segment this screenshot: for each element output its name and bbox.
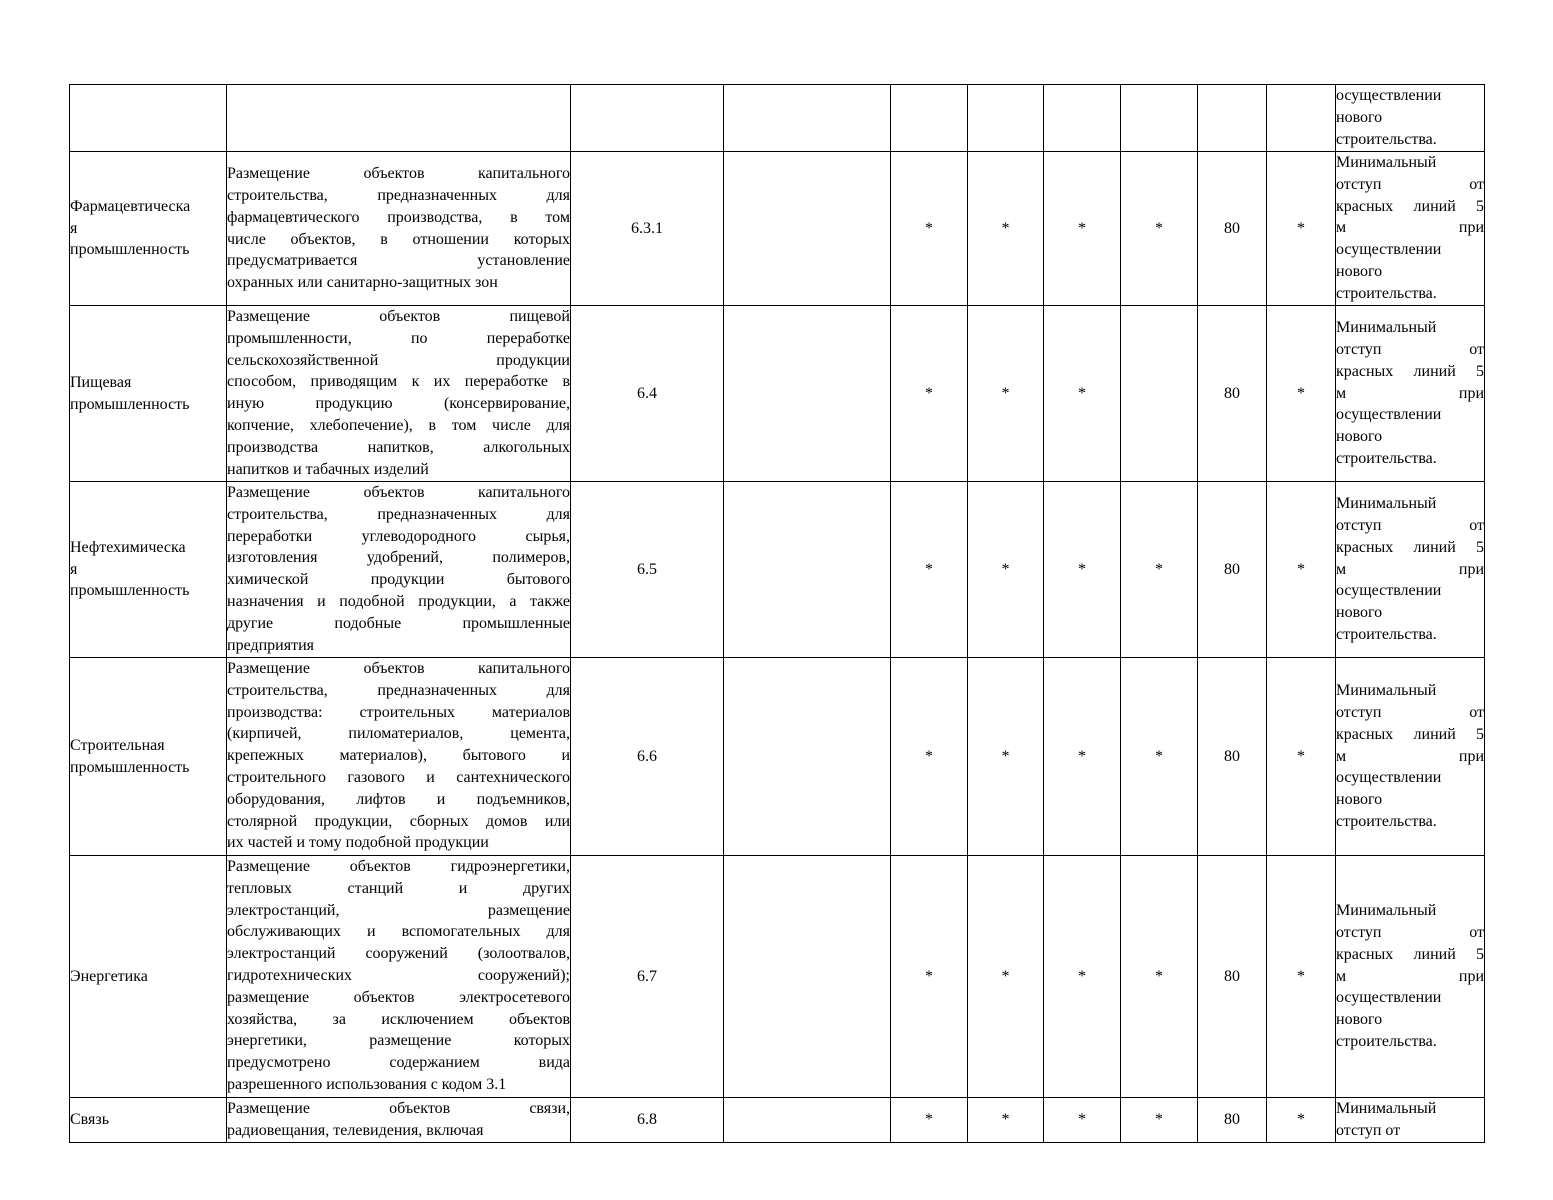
mark-cell	[1121, 306, 1198, 482]
cell-line: фармацевтического производства, в том	[227, 208, 570, 226]
setback-note-cell	[1336, 658, 1485, 856]
cell-line: энергетики, размещение которых	[227, 1032, 570, 1050]
mark-cell	[1121, 85, 1198, 152]
cell-line: красных линий 5	[1336, 725, 1484, 743]
land-use-name-cell	[70, 85, 227, 152]
mark-cell: *	[891, 1098, 968, 1143]
mark-cell: *	[1121, 856, 1198, 1098]
cell-line: строительства, предназначенных для	[227, 186, 570, 204]
land-use-description-cell	[227, 482, 571, 658]
mark-cell: *	[968, 306, 1044, 482]
cell-line: назначения и подобной продукции, а также	[227, 592, 570, 610]
cell-line: м при	[1336, 967, 1484, 985]
cell-line: химической продукции бытового	[227, 571, 570, 589]
cell-line: Размещение объектов пищевой	[227, 308, 570, 325]
cell-line: оборудования, лифтов и подъемников,	[227, 790, 570, 808]
mark-cell: *	[968, 482, 1044, 658]
table-row	[70, 1098, 1485, 1143]
cell-line: отступ от	[1336, 1121, 1401, 1139]
cell-line: я	[70, 560, 78, 578]
mark-cell: *	[1267, 1098, 1336, 1143]
cell-line: переработки углеводородного сырья,	[227, 527, 570, 545]
max-height-cell: 80	[1198, 306, 1267, 482]
cell-line: Минимальный	[1336, 495, 1437, 513]
cell-line: крепежных материалов), бытового и	[227, 747, 570, 765]
cell-line: строительства.	[1336, 625, 1437, 643]
cell-line: производства: строительных материалов	[227, 703, 570, 721]
cell-line: Размещение объектов капитального	[227, 165, 570, 183]
land-use-code-cell: 6.3.1	[571, 152, 724, 306]
cell-line: напитков и табачных изделий	[227, 460, 429, 478]
cell-line: электростанций, размещение	[227, 901, 570, 919]
cell-line: способом, приводящим к их переработке в	[227, 373, 570, 391]
cell-line: красных линий 5	[1336, 197, 1484, 215]
land-use-code-cell: 6.5	[571, 482, 724, 658]
cell-line: их частей и тому подобной продукции	[227, 834, 489, 852]
cell-line: осуществлении	[1336, 241, 1442, 259]
cell-line: осуществлении	[1336, 406, 1442, 424]
empty-cell	[724, 85, 891, 152]
max-height-cell: 80	[1198, 1098, 1267, 1143]
empty-cell	[724, 658, 891, 856]
cell-line: промышленность	[70, 395, 190, 413]
cell-line: Строительная	[70, 736, 165, 754]
table-row	[70, 856, 1485, 1098]
cell-line: (кирпичей, пиломатериалов, цемента,	[227, 725, 570, 743]
land-use-description-cell	[227, 85, 571, 152]
mark-cell: *	[891, 152, 968, 306]
mark-cell	[891, 85, 968, 152]
cell-line: Энергетика	[70, 967, 148, 985]
cell-line: предприятия	[227, 636, 314, 654]
max-height-cell: 80	[1198, 658, 1267, 856]
cell-line: нового	[1336, 1011, 1383, 1029]
cell-line: Размещение объектов капитального	[227, 660, 570, 677]
cell-line: обслуживающих и вспомогательных для	[227, 923, 570, 941]
cell-line: красных линий 5	[1336, 945, 1484, 963]
zoning-table	[69, 84, 1485, 1143]
setback-note-cell	[1336, 85, 1485, 152]
cell-line: изготовления удобрений, полимеров,	[227, 549, 570, 567]
cell-line: нового	[1336, 428, 1383, 446]
cell-line: другие подобные промышленные	[227, 614, 570, 632]
cell-line: тепловых станций и других	[227, 879, 570, 897]
cell-line: хозяйства, за исключением объектов	[227, 1010, 570, 1028]
cell-line: электростанций сооружений (золоотвалов,	[227, 945, 570, 963]
empty-cell	[724, 306, 891, 482]
land-use-code-cell	[571, 85, 724, 152]
land-use-code-cell: 6.8	[571, 1098, 724, 1143]
cell-line: Минимальный	[1336, 682, 1437, 700]
land-use-code-cell: 6.7	[571, 856, 724, 1098]
cell-line: промышленность	[70, 241, 190, 259]
land-use-code-cell: 6.6	[571, 658, 724, 856]
cell-line: охранных или санитарно-защитных зон	[227, 274, 498, 292]
cell-line: м при	[1336, 560, 1484, 578]
mark-cell: *	[968, 658, 1044, 856]
mark-cell: *	[891, 482, 968, 658]
mark-cell	[1267, 85, 1336, 152]
cell-line: м при	[1336, 219, 1484, 237]
cell-line: красных линий 5	[1336, 538, 1484, 556]
cell-line: строительства, предназначенных для	[227, 505, 570, 523]
land-use-description-cell	[227, 856, 571, 1098]
cell-line: осуществлении	[1336, 87, 1442, 104]
cell-line: Связь	[70, 1110, 109, 1128]
cell-line: копчение, хлебопечение), в том числе для	[227, 416, 570, 434]
cell-line: предусматривается установление	[227, 252, 570, 270]
cell-line: Минимальный	[1336, 154, 1437, 171]
cell-line: гидротехнических сооружений);	[227, 966, 570, 984]
cell-line: осуществлении	[1336, 582, 1442, 600]
cell-line: Размещение объектов гидроэнергетики,	[227, 858, 570, 875]
mark-cell: *	[1044, 152, 1121, 306]
cell-line: строительства.	[1336, 130, 1437, 148]
cell-line: промышленность	[70, 582, 190, 600]
table-row	[70, 482, 1485, 658]
cell-line: Фармацевтическа	[70, 197, 191, 215]
cell-line: Размещение объектов связи,	[227, 1100, 570, 1117]
table-row	[70, 306, 1485, 482]
max-height-cell: 80	[1198, 152, 1267, 306]
max-height-cell: 80	[1198, 482, 1267, 658]
cell-line: Минимальный	[1336, 902, 1437, 920]
cell-line: отступ от	[1336, 517, 1484, 534]
cell-line: строительства, предназначенных для	[227, 681, 570, 699]
mark-cell: *	[1044, 856, 1121, 1098]
setback-note-cell	[1336, 1098, 1485, 1143]
cell-line: числе объектов, в отношении которых	[227, 230, 570, 248]
mark-cell: *	[1121, 658, 1198, 856]
cell-line: Минимальный	[1336, 1100, 1437, 1117]
mark-cell: *	[891, 856, 968, 1098]
empty-cell	[724, 856, 891, 1098]
land-use-description-cell	[227, 152, 571, 306]
cell-line: иную продукцию (консервирование,	[227, 395, 570, 413]
cell-line: нового	[1336, 108, 1383, 126]
mark-cell: *	[1267, 152, 1336, 306]
cell-line: отступ от	[1336, 924, 1484, 941]
mark-cell: *	[1267, 658, 1336, 856]
cell-line: строительного газового и сантехнического	[227, 768, 570, 786]
mark-cell: *	[891, 306, 968, 482]
land-use-name-cell	[70, 856, 227, 1098]
zoning-table-body	[70, 85, 1485, 1143]
mark-cell: *	[1121, 482, 1198, 658]
cell-line: осуществлении	[1336, 989, 1442, 1007]
mark-cell	[968, 85, 1044, 152]
land-use-description-cell	[227, 658, 571, 856]
empty-cell	[724, 482, 891, 658]
max-height-cell: 80	[1198, 856, 1267, 1098]
max-height-cell	[1198, 85, 1267, 152]
mark-cell: *	[1044, 482, 1121, 658]
cell-line: м при	[1336, 384, 1484, 402]
land-use-name-cell	[70, 152, 227, 306]
mark-cell: *	[1044, 658, 1121, 856]
cell-line: строительства.	[1336, 812, 1437, 830]
cell-line: строительства.	[1336, 449, 1437, 467]
cell-line: сельскохозяйственной продукции	[227, 351, 570, 369]
setback-note-cell	[1336, 152, 1485, 306]
cell-line: Размещение объектов капитального	[227, 484, 570, 501]
land-use-name-cell	[70, 658, 227, 856]
land-use-name-cell	[70, 1098, 227, 1143]
mark-cell: *	[891, 658, 968, 856]
cell-line: отступ от	[1336, 175, 1484, 193]
mark-cell: *	[1044, 1098, 1121, 1143]
mark-cell: *	[1121, 1098, 1198, 1143]
land-use-description-cell	[227, 1098, 571, 1143]
cell-line: нового	[1336, 604, 1383, 622]
cell-line: столярной продукции, сборных домов или	[227, 812, 570, 830]
cell-line: нового	[1336, 791, 1383, 809]
land-use-code-cell: 6.4	[571, 306, 724, 482]
cell-line: Минимальный	[1336, 319, 1437, 337]
cell-line: радиовещания, телевидения, включая	[227, 1121, 484, 1139]
cell-line: Пищевая	[70, 373, 132, 391]
cell-line: красных линий 5	[1336, 362, 1484, 380]
cell-line: осуществлении	[1336, 769, 1442, 787]
setback-note-cell	[1336, 306, 1485, 482]
mark-cell: *	[1121, 152, 1198, 306]
cell-line: разрешенного использования с кодом 3.1	[227, 1075, 507, 1093]
cell-line: размещение объектов электросетевого	[227, 988, 570, 1006]
land-use-name-cell	[70, 482, 227, 658]
cell-line: предусмотрено содержанием вида	[227, 1054, 570, 1072]
cell-line: промышленности, по переработке	[227, 329, 570, 347]
mark-cell: *	[1267, 856, 1336, 1098]
cell-line: отступ от	[1336, 341, 1484, 358]
cell-line: промышленность	[70, 758, 190, 776]
cell-line: м при	[1336, 747, 1484, 765]
mark-cell: *	[1044, 306, 1121, 482]
empty-cell	[724, 152, 891, 306]
cell-line: отступ от	[1336, 704, 1484, 721]
table-row	[70, 85, 1485, 152]
land-use-description-cell	[227, 306, 571, 482]
cell-line: Нефтехимическа	[70, 538, 186, 556]
setback-note-cell	[1336, 482, 1485, 658]
mark-cell: *	[1267, 482, 1336, 658]
mark-cell: *	[968, 152, 1044, 306]
cell-line: строительства.	[1336, 284, 1437, 302]
mark-cell	[1044, 85, 1121, 152]
cell-line: я	[70, 219, 78, 237]
land-use-name-cell	[70, 306, 227, 482]
mark-cell: *	[1267, 306, 1336, 482]
cell-line: строительства.	[1336, 1032, 1437, 1050]
mark-cell: *	[968, 856, 1044, 1098]
mark-cell: *	[968, 1098, 1044, 1143]
table-row	[70, 152, 1485, 306]
cell-line: нового	[1336, 262, 1383, 280]
empty-cell	[724, 1098, 891, 1143]
setback-note-cell	[1336, 856, 1485, 1098]
cell-line: производства напитков, алкогольных	[227, 438, 570, 456]
table-row	[70, 658, 1485, 856]
